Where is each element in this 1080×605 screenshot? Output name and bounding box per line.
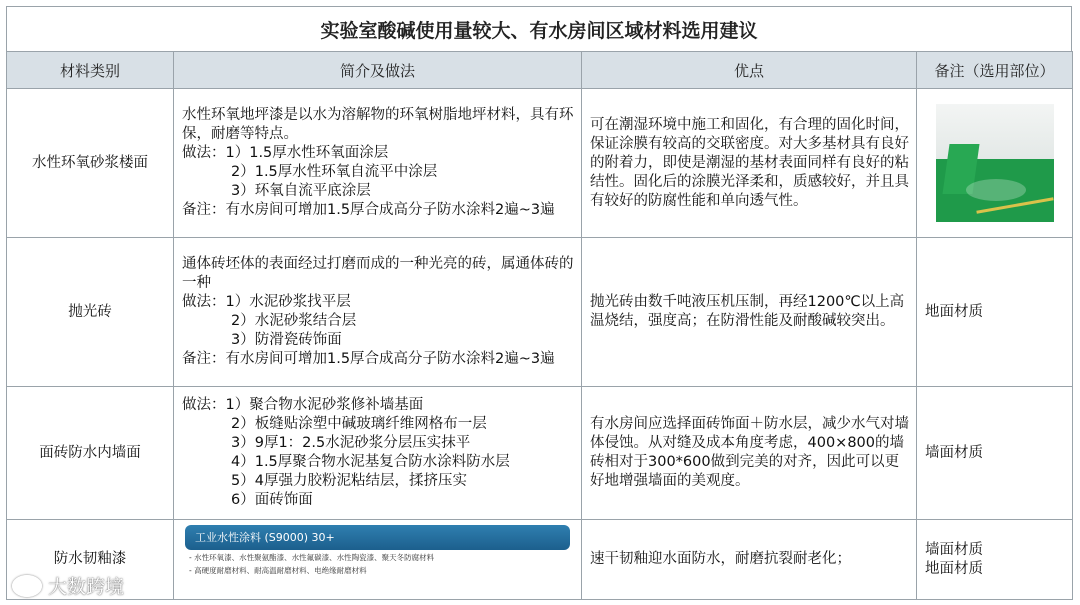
intro-text: 水性环氧地坪漆是以水为溶解物的环氧树脂地坪材料，具有环保，耐磨等特点。 xyxy=(182,107,574,142)
remark-cell xyxy=(917,520,1073,600)
category-cell: 面砖防水内墙面 xyxy=(7,387,174,520)
category-cell: 防水韧釉漆 xyxy=(7,520,174,600)
step-3: 3）防滑瓷砖饰面 xyxy=(231,332,342,348)
watermark-text: 大数跨境 xyxy=(48,576,125,598)
advantages-cell: 速干韧釉迎水面防水，耐磨抗裂耐老化； xyxy=(582,520,917,600)
advantages-cell: 可在潮湿环境中施工和固化，有合理的固化时间，保证涂膜有较高的交联密度。对大多基材具有良好的附着力，即使是潮湿的基材表面同样有良好的粘结性。固化后的涂膜光泽柔和，质感较好，并且具有较好的防腐性能和单向透气性。 xyxy=(582,89,917,238)
category-cell: 水性环氧砂浆楼面 xyxy=(7,89,174,238)
method-label: 做法： xyxy=(182,397,226,413)
remark-line-1: 墙面材质 xyxy=(925,541,983,558)
category-cell: 抛光砖 xyxy=(7,238,174,387)
advantages-cell: 有水房间应选择面砖饰面＋防水层，减少水气对墙体侵蚀。从对缝及成本角度考虑，400×800的墙砖相对于300*600做到完美的对齐，因此可以更好地增强墙面的美观度。 xyxy=(582,387,917,520)
remark-cell: 地面材质 xyxy=(917,238,1073,387)
step-1: 1）1.5厚水性环氧面涂层 xyxy=(225,145,389,161)
watermark-logo-icon xyxy=(12,575,42,597)
header-intro: 简介及做法 xyxy=(174,52,582,89)
intro-cell xyxy=(174,387,582,520)
green-floor-photo xyxy=(936,104,1054,222)
step-3: 3）9厚1：2.5水泥砂浆分层压实抹平 xyxy=(231,435,471,451)
method-line xyxy=(182,396,575,415)
header-category: 材料类别 xyxy=(7,52,174,89)
header-row xyxy=(7,52,1073,89)
table-row xyxy=(7,387,1073,520)
header-advantages: 优点 xyxy=(582,52,917,89)
remark-cell xyxy=(917,89,1073,238)
advantages-cell: 抛光砖由数千吨液压机压制，再经1200℃以上高温烧结，强度高；在防滑性能及耐酸碱较突出。 xyxy=(582,238,917,387)
intro-cell xyxy=(174,89,582,238)
step-1: 1）水泥砂浆找平层 xyxy=(225,294,351,310)
method-label: 做法： xyxy=(182,145,226,161)
product-line-2: - 高硬度耐磨材料、耐高温耐磨材料、电绝缘耐磨材料 xyxy=(189,566,367,575)
note-text: 备注：有水房间可增加1.5厚合成高分子防水涂料2遍~3遍 xyxy=(182,202,555,218)
intro-cell xyxy=(174,238,582,387)
step-2: 2）1.5厚水性环氧自流平中涂层 xyxy=(231,164,438,180)
step-3: 3）环氧自流平底涂层 xyxy=(231,183,371,199)
remark-cell: 墙面材质 xyxy=(917,387,1073,520)
table-row xyxy=(7,89,1073,238)
watermark xyxy=(12,572,124,599)
step-5: 5）4厚强力胶粉泥粘结层，揉挤压实 xyxy=(231,473,467,489)
table-row xyxy=(7,520,1073,600)
method-label: 做法： xyxy=(182,294,226,310)
header-remark: 备注（选用部位） xyxy=(917,52,1073,89)
method-line xyxy=(182,144,575,163)
table-row xyxy=(7,238,1073,387)
intro-cell xyxy=(174,520,582,600)
document-frame xyxy=(6,6,1072,605)
step-6: 6）面砖饰面 xyxy=(231,492,313,508)
step-2: 2）板缝贴涂塑中碱玻璃纤维网格布一层 xyxy=(231,416,487,432)
intro-text: 通体砖坯体的表面经过打磨而成的一种光亮的砖，属通体砖的一种 xyxy=(182,256,574,291)
step-4: 4）1.5厚聚合物水泥基复合防水涂料防水层 xyxy=(231,454,510,470)
step-2: 2）水泥砂浆结合层 xyxy=(231,313,357,329)
note-text: 备注：有水房间可增加1.5厚合成高分子防水涂料2遍~3遍 xyxy=(182,351,555,367)
page-title: 实验室酸碱使用量较大、有水房间区域材料选用建议 xyxy=(6,6,1072,51)
method-line xyxy=(182,293,575,312)
product-line-1: - 水性环氧漆、水性聚氨酯漆、水性氟碳漆、水性陶瓷漆、聚天冬防腐材料 xyxy=(189,553,435,562)
remark-line-2: 地面材质 xyxy=(925,560,983,577)
step-1: 1）聚合物水泥砂浆修补墙基面 xyxy=(225,397,424,413)
product-banner: 工业水性涂料 (S9000) 30+ xyxy=(185,525,570,550)
materials-table xyxy=(6,51,1073,600)
